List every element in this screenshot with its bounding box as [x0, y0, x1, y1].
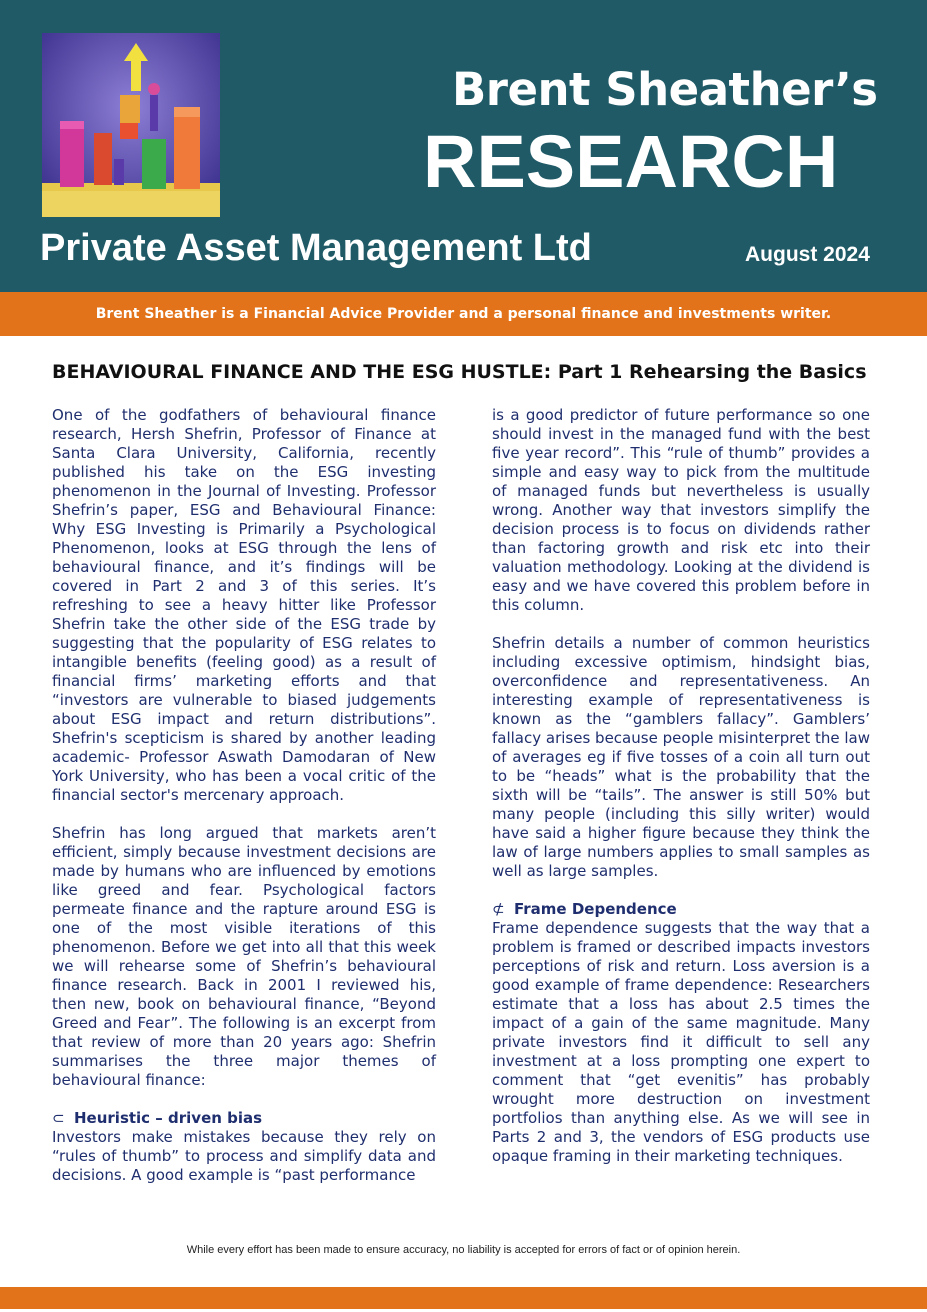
article-paragraph: is a good predictor of future performance so one should invest in the managed fund with the best five year record”. This “rule of thumb” provides a simple and easy way to pick from the multitude of managed funds but nevertheless is usually wrong. Another way that investors simplify the decision process is to focus on dividends rather than factoring growth and risk etc into their valuation methodology. Looking at the dividend is easy and we have covered this problem before in this column. [492, 406, 870, 614]
footer-bar [0, 1287, 927, 1309]
company-name: Private Asset Management Ltd [40, 227, 592, 269]
not-subset-bullet-icon: ⊄ [492, 900, 505, 918]
section-heading-text: Heuristic – driven bias [74, 1109, 263, 1127]
masthead [0, 0, 927, 292]
brand-research-title: RESEARCH [423, 120, 839, 203]
article-title: BEHAVIOURAL FINANCE AND THE ESG HUSTLE: Part 1 Rehearsing the Basics [52, 361, 867, 383]
subset-bullet-icon: ⊂ [52, 1109, 65, 1127]
article-paragraph: Shefrin has long argued that markets aren’t efficient, simply because investment decisions are made by humans who are influenced by emotions like greed and fear. Psychological factors permeate finance and the rapture around ESG is one of the most visible iterations of this phenomenon. Before we get into all that this week we will rehearse some of Shefrin’s behavioural finance research. Back in 2001 I reviewed his, then new, book on behavioural finance, “Beyond Greed and Fear”. The following is an excerpt from that review of more than 20 years ago: Shefrin summarises the three major themes of behavioural finance: [52, 824, 436, 1089]
brand-name: Brent Sheather’s [452, 63, 878, 116]
article-column-left [52, 406, 436, 1185]
issue-date: August 2024 [745, 243, 870, 266]
section-heading [52, 1109, 436, 1128]
section-heading [492, 900, 870, 919]
section-heading-text: Frame Dependence [514, 900, 677, 918]
article-paragraph: One of the godfathers of behavioural finance research, Hersh Shefrin, Professor of Finance at Santa Clara University, California, recently published his take on the ESG investing phenomenon in the Journal of Investing. Professor Shefrin’s paper, ESG and Behavioural Finance: Why ESG Investing is Primarily a Psychological Phenomenon, looks at ESG through the lens of behavioural finance, and it’s findings will be covered in Part 2 and 3 of this series. It’s refreshing to see a heavy hitter like Professor Shefrin take the other side of the ESG trade by suggesting that the popularity of ESG relates to intangible benefits (feeling good) as a result of financial firms’ marketing efforts and that “investors are vulnerable to biased judgements about ESG impact and return distributions”. Shefrin's scepticism is shared by another leading academic- Professor Aswath Damodaran of New York University, who has been a vocal critic of the financial sector's mercenary approach. [52, 406, 436, 804]
tagline-bar: Brent Sheather is a Financial Advice Provider and a personal finance and investments writer. [0, 292, 927, 336]
article-paragraph: Investors make mistakes because they rely on “rules of thumb” to process and simplify data and decisions. A good example is “past performance [52, 1128, 436, 1184]
article-column-right [492, 406, 870, 1166]
article-paragraph: Frame dependence suggests that the way that a problem is framed or described impacts investors perceptions of risk and return. Loss aversion is a good example of frame dependence: Researchers estimate that a loss has about 2.5 times the impact of a gain of the same magnitude. Many private investors find it difficult to sell any investment at a loss prompting one expert to comment that “get evenitis” has probably wrought more destruction on investment portfolios than anything else. As we will see in Parts 2 and 3, the vendors of ESG products use opaque framing in their marketing techniques. [492, 919, 870, 1165]
article-paragraph: Shefrin details a number of common heuristics including excessive optimism, hindsight bias, overconfidence and representativeness. An interesting example of representativeness is known as the “gamblers fallacy”. Gamblers’ fallacy arises because people misinterpret the law of averages eg if five tosses of a coin all turn out to be “heads” what is the probability that the sixth will be “tails”. The answer is still 50% but many people (including this silly writer) would have said a higher figure because they think the law of large numbers applies to small samples as well as large samples. [492, 634, 870, 880]
disclaimer: While every effort has been made to ensure accuracy, no liability is accepted for errors of fact or of opinion herein. [186, 1244, 741, 1256]
bar-chart-illustration-icon [42, 33, 220, 217]
research-logo-image [42, 33, 220, 217]
